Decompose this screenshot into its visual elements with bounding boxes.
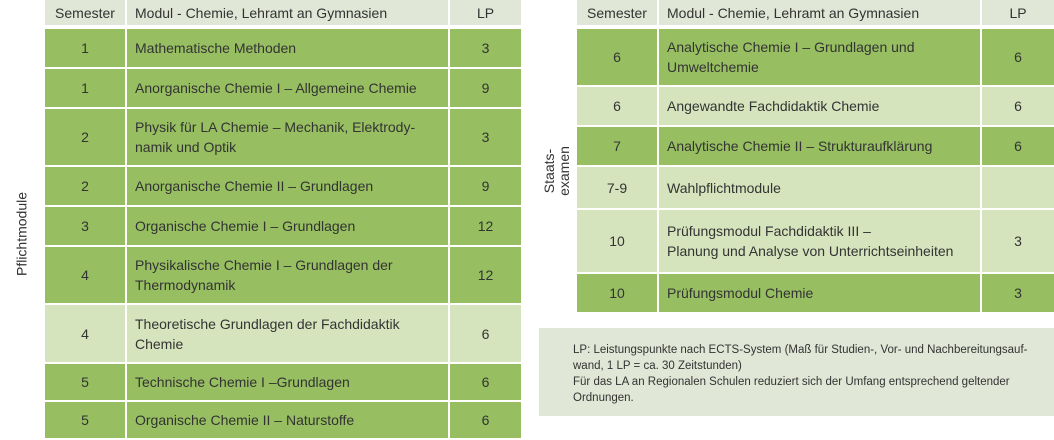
module-cell: Wahlpflichtmodule [659,167,982,210]
lp-cell: 6 [450,402,521,440]
table-header [539,0,1054,25]
lp-cell: 9 [450,69,521,109]
module-line: Prüfungsmodul Fachdidaktik III – [667,223,871,239]
semester-cell: 6 [577,87,659,127]
table-row [0,305,521,364]
table-row [539,210,1054,274]
module-cell: Anorganische Chemie I – Allgemeine Chemie [127,69,450,109]
side-label-staatsexamen [542,146,572,196]
note-line: LP: Leistungspunkte nach ECTS-System (Maß für Studien-, Vor- und Nachbereitungsauf- [573,344,1028,356]
module-cell [127,305,450,364]
pflichtmodule-table [0,0,521,440]
lp-cell: 9 [450,167,521,207]
module-cell: Analytische Chemie II – Strukturaufklärung [659,127,982,167]
lp-cell: 6 [982,87,1054,127]
table-row [539,274,1054,314]
table-row [0,109,521,167]
table-row [0,402,521,440]
semester-cell: 2 [45,109,127,167]
semester-cell: 4 [45,247,127,305]
table-row [539,127,1054,167]
table-row [0,364,521,402]
lp-cell: 6 [450,364,521,402]
semester-cell: 10 [577,210,659,274]
module-cell [127,109,450,167]
module-cell: Technische Chemie I –Grundlagen [127,364,450,402]
semester-cell: 1 [45,29,127,69]
header-module: Modul - Chemie, Lehramt an Gymnasien [659,0,982,25]
module-line: Analytische Chemie I – Grundlagen und [667,39,915,55]
semester-cell: 7 [577,127,659,167]
header-module: Modul - Chemie, Lehramt an Gymnasien [127,0,450,25]
note-line: Ordnungen. [573,392,634,404]
lp-cell: 3 [982,210,1054,274]
side-label-pflichtmodule: Pflichtmodule [13,191,29,276]
lp-cell: 12 [450,247,521,305]
module-cell [659,210,982,274]
table-header [0,0,521,25]
module-cell: Organische Chemie II – Naturstoffe [127,402,450,440]
note-line: wand, 1 LP = ca. 30 Zeitstunden) [573,360,742,372]
table-row [0,29,521,69]
module-cell [127,247,450,305]
module-cell: Prüfungsmodul Chemie [659,274,982,314]
header-spacer [539,0,577,25]
module-line: Physikalische Chemie I – Grundlagen der [135,257,393,273]
side-label-line: examen [556,145,572,196]
lp-cell [982,167,1054,210]
semester-cell: 1 [45,69,127,109]
semester-cell: 2 [45,167,127,207]
module-cell: Angewandte Fachdidaktik Chemie [659,87,982,127]
lp-cell: 3 [982,274,1054,314]
semester-cell: 10 [577,274,659,314]
module-cell: Organische Chemie I – Grundlagen [127,207,450,247]
table-row [0,247,521,305]
module-line: Physik für LA Chemie – Mechanik, Elektrody- [135,119,416,135]
side-label-cell [539,29,577,314]
header-semester: Semester [45,0,127,25]
module-line: Thermodynamik [135,277,236,293]
semester-cell: 7-9 [577,167,659,210]
header-lp: LP [450,0,521,25]
module-line: Umweltchemie [667,59,759,75]
semester-cell: 6 [577,29,659,87]
lp-cell: 6 [982,29,1054,87]
header-lp: LP [982,0,1054,25]
module-line: Theoretische Grundlagen der Fachdidaktik [135,315,400,332]
semester-cell: 4 [45,305,127,364]
module-line: Chemie [135,335,184,352]
module-cell: Anorganische Chemie II – Grundlagen [127,167,450,207]
lp-cell: 12 [450,207,521,247]
module-cell: Mathematische Methoden [127,29,450,69]
lp-cell: 3 [450,109,521,167]
table-row [539,87,1054,127]
table-row [0,207,521,247]
staatsexamen-table [539,0,1054,314]
module-line: Planung und Analyse von Unterrichtseinheiten [667,243,954,259]
lp-note-box [539,328,1054,416]
side-label-line: Staats- [541,148,557,193]
module-line: namik und Optik [135,139,237,155]
header-semester: Semester [577,0,659,25]
semester-cell: 5 [45,364,127,402]
header-spacer [0,0,45,25]
side-label-cell [0,29,45,440]
lp-cell: 6 [982,127,1054,167]
table-row [0,167,521,207]
table-row [539,167,1054,210]
table-row [539,29,1054,87]
table-row [0,69,521,109]
note-line: Für das LA an Regionalen Schulen reduziert sich der Umfang entsprechend geltender [573,376,1010,388]
semester-cell: 3 [45,207,127,247]
semester-cell: 5 [45,402,127,440]
lp-cell: 6 [450,305,521,364]
lp-cell: 3 [450,29,521,69]
module-cell [659,29,982,87]
